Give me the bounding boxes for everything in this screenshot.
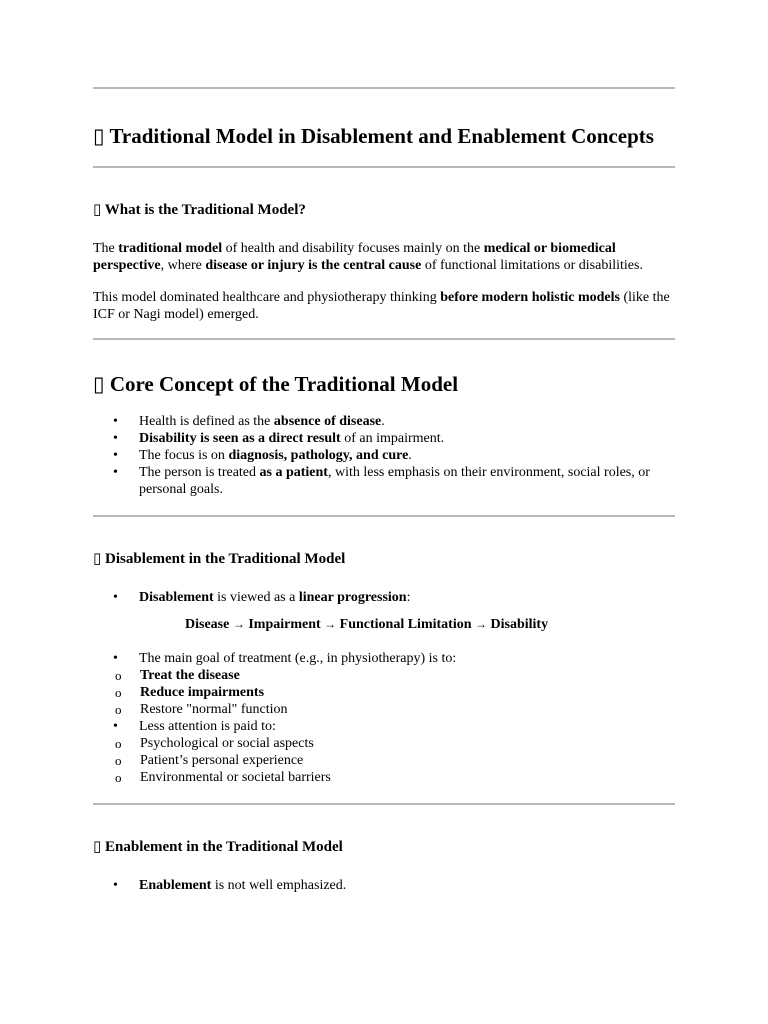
section-heading-text: Core Concept of the Traditional Model [109, 372, 459, 396]
list-item: • Disability is seen as a direct result of an impairment. [93, 430, 675, 447]
divider [93, 803, 675, 805]
document-title-text: Traditional Model in Disablement and Enablement Concepts [109, 124, 654, 148]
section-heading-core [93, 371, 675, 397]
core-concept-list [93, 413, 675, 498]
flow-step: Disability [490, 617, 549, 632]
sublist-item: o Treat the disease [93, 667, 675, 684]
section-heading-enablement [93, 838, 675, 856]
sublist-item: o Patient’s personal experience [93, 752, 675, 769]
goal-sublist [93, 667, 675, 718]
section-heading-disablement [93, 550, 675, 568]
paragraph-history: This model dominated healthcare and physiotherapy thinking before modern holistic models (like the ICF or Nagi model) emerged. [93, 290, 670, 322]
sublist-item: o Psychological or social aspects [93, 735, 675, 752]
sublist-item: o Reduce impairments [93, 684, 675, 701]
document-title [93, 123, 675, 149]
missing-glyph-icon: ▯ [93, 839, 102, 855]
disablement-list [93, 589, 675, 606]
list-item: • The person is treated as a patient, with less emphasis on their environment, social roles, or personal goals. [93, 464, 675, 498]
arrow-right-icon: → [475, 617, 488, 631]
list-item: • The focus is on diagnosis, pathology, and cure. [93, 447, 675, 464]
missing-glyph-icon: ▯ [93, 372, 105, 396]
flow-step: Functional Limitation [339, 617, 472, 632]
divider [93, 338, 675, 340]
sublist-item: o Restore "normal" function [93, 701, 675, 718]
disablement-progression [185, 616, 675, 633]
divider [93, 515, 675, 517]
list-item: • Less attention is paid to: o Psychological or social aspects o Patient’s personal experience o Environmental or societal barriers [93, 718, 675, 786]
section-heading-text: What is the Traditional Model? [104, 202, 306, 218]
less-attention-sublist [93, 735, 675, 786]
section-heading-what-is [93, 201, 675, 219]
arrow-right-icon: → [324, 617, 337, 631]
divider [93, 87, 675, 89]
flow-step: Impairment [248, 617, 321, 632]
section-heading-text: Disablement in the Traditional Model [105, 551, 346, 567]
paragraph-definition: The traditional model of health and disability focuses mainly on the medical or biomedical perspective, where disease or injury is the central cause of functional limitations or disabilities. [93, 241, 643, 273]
flow-step: Disease [185, 617, 230, 632]
divider [93, 166, 675, 168]
missing-glyph-icon: ▯ [93, 124, 105, 148]
document-content [93, 87, 675, 894]
list-item: • Enablement is not well emphasized. [93, 877, 675, 894]
missing-glyph-icon: ▯ [93, 551, 102, 567]
missing-glyph-icon: ▯ [93, 202, 102, 218]
list-item: • Disablement is viewed as a linear progression: [93, 589, 675, 606]
list-item: • The main goal of treatment (e.g., in physiotherapy) is to: o Treat the disease o Reduce impairments o Restore "normal" function [93, 650, 675, 718]
enablement-list [93, 877, 675, 894]
treatment-list [93, 650, 675, 786]
list-item: • Health is defined as the absence of disease. [93, 413, 675, 430]
arrow-right-icon: → [232, 617, 245, 631]
sublist-item: o Environmental or societal barriers [93, 769, 675, 786]
section-heading-text: Enablement in the Traditional Model [105, 839, 343, 855]
